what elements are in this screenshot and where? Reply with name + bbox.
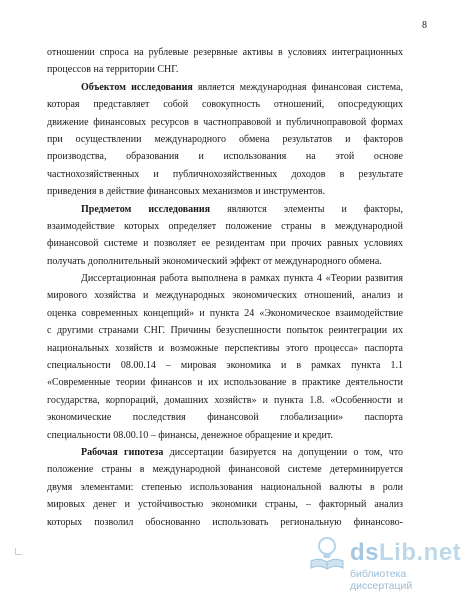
term-subject: Предметом исследования: [81, 203, 211, 215]
text-line: экономические последствия финансовой глобализации» паспорта: [47, 412, 403, 424]
text-line: производства, образования и использования на этой основе: [47, 151, 403, 163]
brand-lib: Lib.net: [379, 539, 461, 566]
text-line: частнохозяйственных и публичнохозяйственных доходов в результате: [47, 168, 403, 180]
text-line: отношении спроса на рублевые резервные активы в условиях интеграционных: [47, 47, 403, 58]
page-number: 8: [422, 20, 427, 31]
text-run: является международная финансовая система,: [192, 81, 403, 93]
text-line: Диссертационная работа выполнена в рамках пункта 4 «Теории развития: [81, 273, 403, 285]
text-line: положение страны в международной финансовой системе детерминируется: [47, 464, 403, 476]
text-line: при осуществлении международного обмена результатов и факторов: [47, 133, 403, 145]
text-line: национальных хозяйств и возможные перспективы этого процесса» паспорта: [47, 342, 403, 354]
paragraph-hypothesis: [47, 444, 403, 461]
watermark-brand: [350, 539, 461, 567]
text-line: с другими странами СНГ. Причины безуспешности попыток реинтеграции их: [47, 325, 403, 337]
text-line: получать дополнительный экономический эффект от международного обмена.: [47, 255, 382, 267]
text-line: движение финансовых ресурсов в частноправовой и публичноправовой формах: [47, 116, 403, 128]
text-line: государства, корпораций, домашних хозяйств» и пункта 1.8. «Особенности и: [47, 394, 403, 406]
text-line: взаимодействие которых определяет положение страны в международной: [47, 220, 403, 232]
text-line: специальности 08.00.14 – мировая экономика и в рамках пункта 1.1: [47, 360, 403, 372]
text-line: двумя элементами: степенью использования национальной валюты в роли: [47, 481, 403, 493]
brand-ds: ds: [350, 539, 380, 566]
text-line: которая представляет собой совокупность отношений, опосредующих: [47, 99, 403, 111]
watermark-subtitle: библиотека диссертаций: [350, 568, 413, 592]
term-hypothesis: Рабочая гипотеза: [81, 446, 164, 458]
dslib-watermark: [308, 535, 461, 592]
text-line: «Современные теории финансов и их использование в практике деятельности: [47, 377, 403, 389]
text-line: мировых денег и устойчивостью экономики страны, – факторный анализ: [47, 499, 403, 511]
text-run: диссертации базируется на допущении о том, что: [163, 446, 403, 458]
document-body: [47, 44, 403, 531]
text-run: являются элементы и факторы,: [210, 203, 403, 215]
paragraph-subject: [47, 201, 403, 218]
text-line: оценка современных концепций» и пункта 24 «Экономическое взаимодействие: [47, 307, 403, 319]
text-line: процессов на территории СНГ.: [47, 64, 179, 76]
text-line: которых позволил обоснованно использовать региональную финансово-: [47, 516, 403, 528]
text-line: приведения в действие финансовых механизмов и инструментов.: [47, 186, 326, 198]
scan-corner-mark: [15, 548, 22, 555]
book-lightbulb-icon: [308, 535, 346, 571]
term-object: Объектом исследования: [81, 81, 193, 93]
text-line: финансовой системе и позволяет ее резидентам при прочих равных условиях: [47, 238, 403, 250]
text-line: мирового хозяйства и международных экономических отношений, анализ и: [47, 290, 403, 302]
paragraph-object: [47, 79, 403, 96]
text-line: специальности 08.00.10 – финансы, денежное обращение и кредит.: [47, 429, 333, 441]
